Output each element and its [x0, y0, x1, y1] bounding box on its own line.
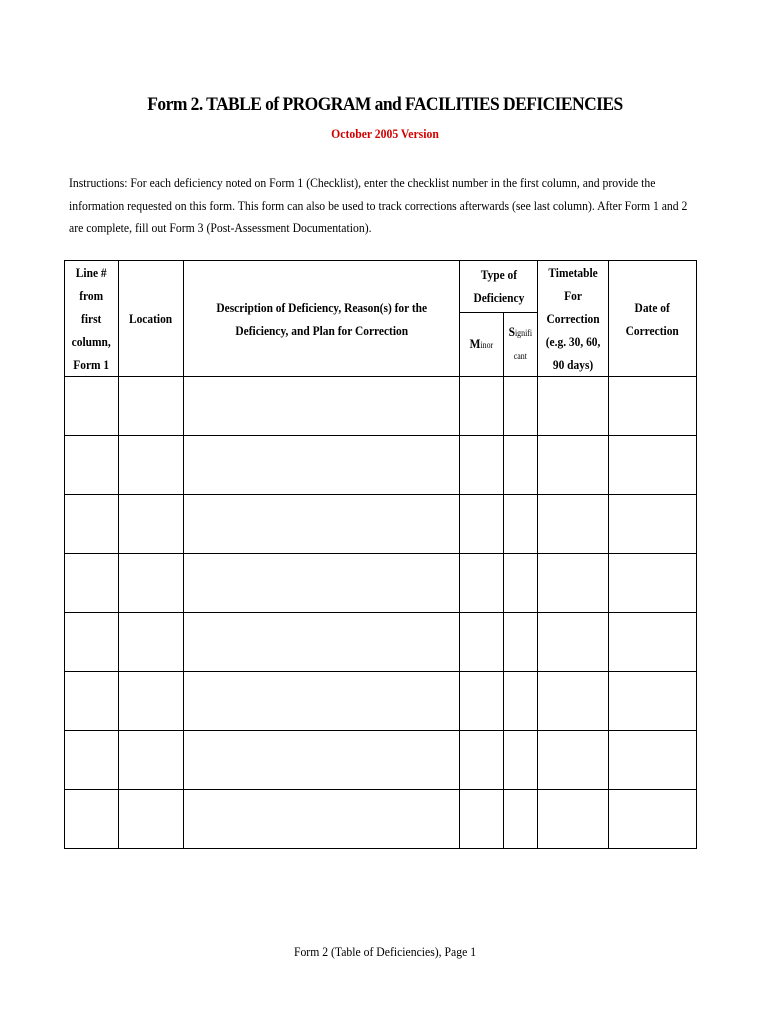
header-line: Line # [76, 265, 107, 280]
instructions-line: information requested on this form. This form can also be used to track corrections afterwards (see last column). After Form 1 and 2 [69, 197, 688, 213]
header-line: Description of Deficiency, Reason(s) for the [216, 299, 427, 315]
date-of-correction-cell[interactable] [609, 790, 697, 849]
page-footer: Form 2 (Table of Deficiencies), Page 1 [293, 944, 477, 959]
instructions-line: Instructions: For each deficiency noted on Form 1 (Checklist), enter the checklist number in the first column, and provide the [69, 175, 656, 190]
description-cell[interactable] [184, 495, 460, 554]
timetable-cell[interactable] [538, 377, 609, 436]
table-row [65, 672, 697, 731]
significant-cell[interactable] [504, 377, 538, 436]
minor-cell[interactable] [460, 554, 504, 613]
date-of-correction-cell[interactable] [609, 672, 697, 731]
header-line: Timetable [548, 265, 598, 280]
table-row [65, 436, 697, 495]
minor-cell[interactable] [460, 790, 504, 849]
line-number-cell[interactable] [65, 731, 119, 790]
line-number-cell[interactable] [65, 672, 119, 731]
significant-cell[interactable] [504, 790, 538, 849]
timetable-header [538, 261, 609, 377]
significant-cell[interactable] [504, 672, 538, 731]
significant-cell[interactable] [504, 731, 538, 790]
location-cell[interactable] [119, 613, 184, 672]
timetable-cell[interactable] [538, 613, 609, 672]
line-number-cell[interactable] [65, 436, 119, 495]
description-cell[interactable] [184, 672, 460, 731]
table-row [65, 495, 697, 554]
minor-cell[interactable] [460, 495, 504, 554]
header-line: Correction [546, 311, 600, 326]
table-row [65, 790, 697, 849]
minor-cell[interactable] [460, 672, 504, 731]
table-row [65, 377, 697, 436]
timetable-cell[interactable] [538, 672, 609, 731]
minor-cell[interactable] [460, 731, 504, 790]
table-row [65, 554, 697, 613]
significant-cell[interactable] [504, 495, 538, 554]
timetable-cell[interactable] [538, 436, 609, 495]
line-number-cell[interactable] [65, 554, 119, 613]
form-version: October 2005 Version [331, 126, 439, 141]
description-cell[interactable] [184, 377, 460, 436]
date-of-correction-cell[interactable] [609, 377, 697, 436]
date-of-correction-cell[interactable] [609, 613, 697, 672]
date-of-correction-cell[interactable] [609, 554, 697, 613]
location-cell[interactable] [119, 672, 184, 731]
line-number-cell[interactable] [65, 495, 119, 554]
location-cell[interactable] [119, 436, 184, 495]
instructions [69, 172, 690, 240]
timetable-cell[interactable] [538, 790, 609, 849]
minor-rest: inor [480, 339, 494, 350]
description-header [184, 261, 460, 377]
location-cell[interactable] [119, 731, 184, 790]
form-title: Form 2. TABLE of PROGRAM and FACILITIES DEFICIENCIES [147, 94, 623, 115]
header-line: Deficiency, and Plan for Correction [235, 322, 408, 338]
minor-cap: M [469, 335, 481, 351]
significant-rest: ignifi [515, 328, 533, 339]
significant-cell[interactable] [504, 613, 538, 672]
location-cell[interactable] [119, 554, 184, 613]
line-number-cell[interactable] [65, 377, 119, 436]
description-cell[interactable] [184, 613, 460, 672]
description-cell[interactable] [184, 731, 460, 790]
date-of-correction-cell[interactable] [609, 436, 697, 495]
timetable-cell[interactable] [538, 554, 609, 613]
header-line: 90 days) [552, 357, 594, 372]
timetable-cell[interactable] [538, 495, 609, 554]
header-line: Date of [634, 299, 671, 315]
minor-cell[interactable] [460, 436, 504, 495]
line-number-header [65, 261, 119, 377]
header-line: Deficiency [473, 290, 524, 306]
header-line: Type of [480, 267, 517, 283]
header-row-top [65, 261, 697, 313]
table-row [65, 613, 697, 672]
timetable-cell[interactable] [538, 731, 609, 790]
description-cell[interactable] [184, 554, 460, 613]
header-line: column, [71, 334, 112, 349]
significant-rest: cant [513, 351, 528, 362]
minor-header [460, 312, 504, 376]
minor-cell[interactable] [460, 613, 504, 672]
table-row [65, 731, 697, 790]
date-of-correction-header [609, 261, 697, 377]
significant-cell[interactable] [504, 436, 538, 495]
deficiency-table [64, 260, 697, 849]
date-of-correction-cell[interactable] [609, 495, 697, 554]
instructions-line: are complete, fill out Form 3 (Post-Assessment Documentation). [69, 220, 372, 235]
line-number-cell[interactable] [65, 613, 119, 672]
significant-cap: S [508, 324, 516, 340]
location-header-label: Location [129, 311, 173, 326]
significant-cell[interactable] [504, 554, 538, 613]
header-line: from [79, 288, 104, 303]
minor-cell[interactable] [460, 377, 504, 436]
type-of-deficiency-header [460, 261, 538, 313]
header-line: For [564, 288, 582, 303]
significant-header [504, 312, 538, 376]
location-header [119, 261, 184, 377]
location-cell[interactable] [119, 790, 184, 849]
date-of-correction-cell[interactable] [609, 731, 697, 790]
header-line: Correction [625, 322, 680, 338]
header-line: Form 1 [73, 357, 110, 372]
header-line: (e.g. 30, 60, [545, 334, 601, 349]
description-cell[interactable] [184, 790, 460, 849]
header-line: first [81, 311, 102, 326]
description-cell[interactable] [184, 436, 460, 495]
location-cell[interactable] [119, 377, 184, 436]
location-cell[interactable] [119, 495, 184, 554]
line-number-cell[interactable] [65, 790, 119, 849]
